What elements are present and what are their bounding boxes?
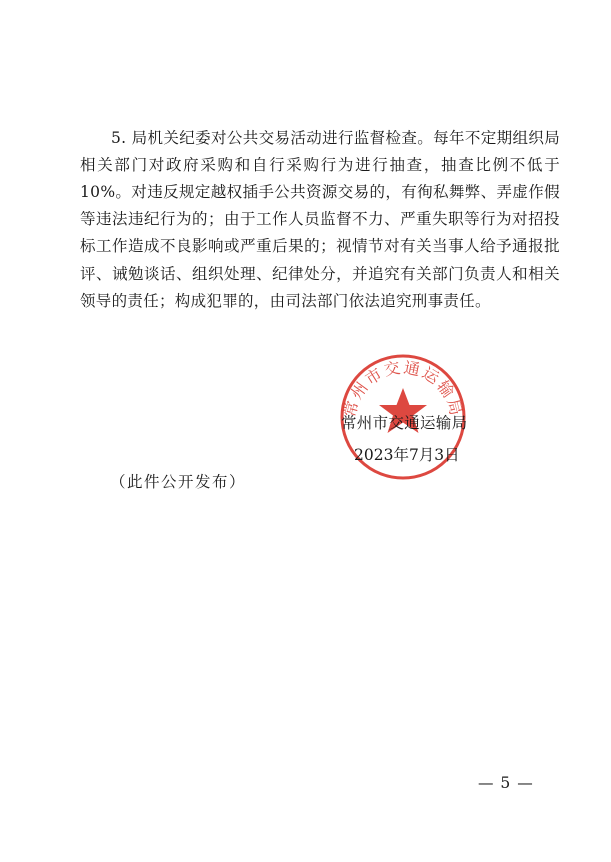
body-paragraph: 5. 局机关纪委对公共交易活动进行监督检查。每年不定期组织局相关部门对政府采购和自行采购行为进行抽查，抽查比例不低于 10%。对违反规定越权插手公共资源交易的，有徇私舞弊、弄虚作假等违法违纪行为的；由于工作人员监督不力、严重失职等行为对招投标工作造成不良影响或严重后果的；视情节对有关当事人给予通报批评、诫勉谈话、组织处理、纪律处分，并追究有关部门负责人和相关领导的责任；构成犯罪的，由司法部门依法追究刑事责任。 <box>80 128 560 310</box>
publication-notice: （此件公开发布） <box>110 473 247 491</box>
page-number: — 5 — <box>478 774 534 792</box>
signature-organization: 常州市交通运输局 <box>341 414 468 432</box>
signature-date: 2023年7月3日 <box>354 446 460 464</box>
seal-text: 常州市交通运输局 <box>339 357 467 420</box>
